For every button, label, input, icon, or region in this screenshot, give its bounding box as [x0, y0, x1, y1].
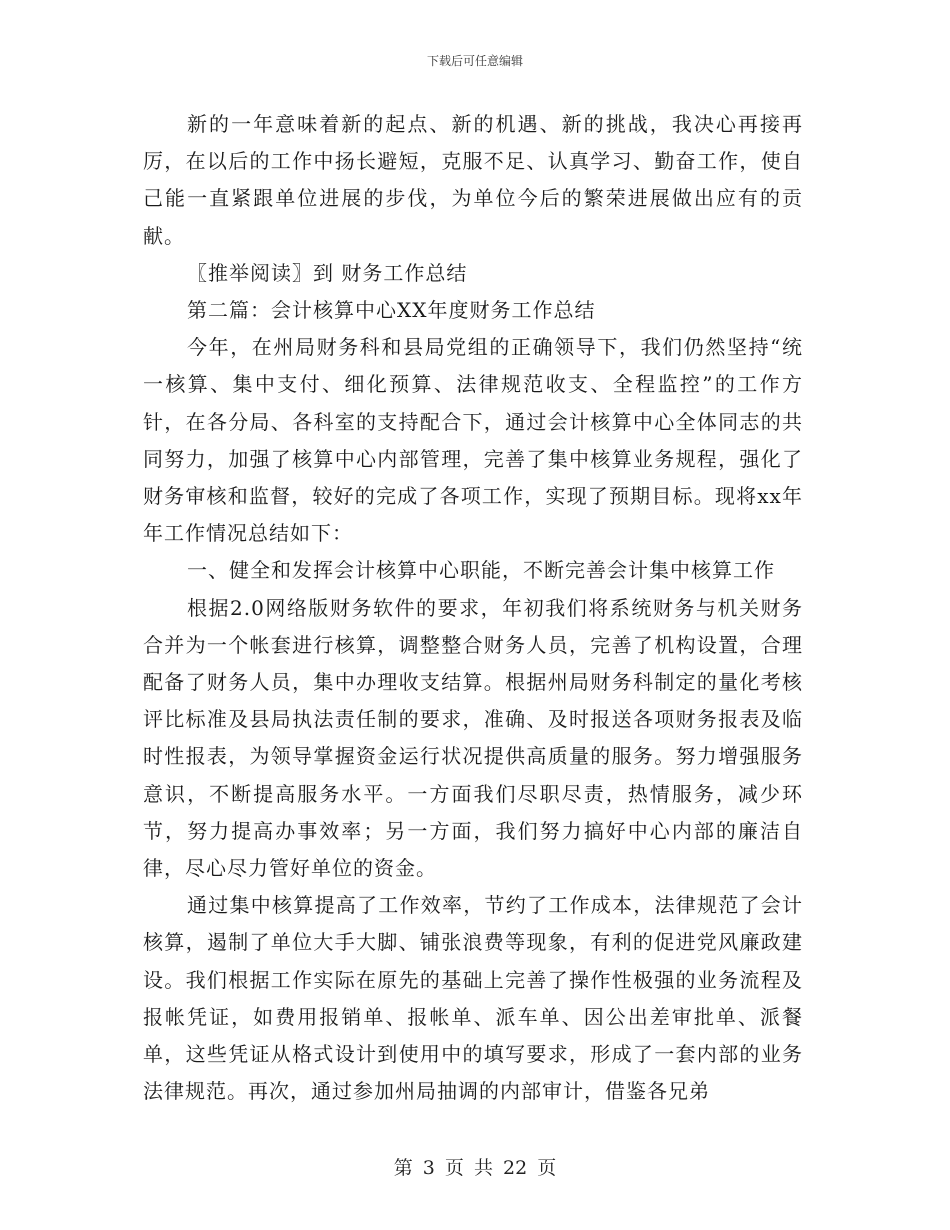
heading-item-one: 一、健全和发挥会计核算中心职能，不断完善会计集中核算工作: [187, 558, 775, 583]
paragraph-intro: 今年，在州局财务科和县局党组的正确领导下，我们仍然坚持“统一核算、集中支付、细化预算、法律规范收支、全程监控”的工作方针，在各分局、各科室的支持配合下，通过会计核算中心全体同志的共同努力，加强了核算中心内部管理，完善了集中核算业务规程，强化了财务审核和监督，较好的完成了各项工作，实现了预期目标。现将xx年年工作情况总结如下：: [143, 335, 803, 546]
document-body: [143, 106, 803, 1110]
recommended-reading-line: 〖推举阅读〗到 财务工作总结: [187, 260, 468, 285]
section-title: 第二篇：会计核算中心XX年度财务工作总结: [187, 298, 596, 323]
paragraph-closing: 新的一年意味着新的起点、新的机遇、新的挑战，我决心再接再厉，在以后的工作中扬长避短，克服不足、认真学习、勤奋工作，使自己能一直紧跟单位进展的步伐，为单位今后的繁荣进展做出应有的贡献。: [143, 112, 803, 248]
paragraph-efficiency: 通过集中核算提高了工作效率，节约了工作成本，法律规范了会计核算，遏制了单位大手大脚、铺张浪费等现象，有利的促进党风廉政建设。我们根据工作实际在原先的基础上完善了操作性极强的业务流程及报帐凭证，如费用报销单、报帐单、派车单、因公出差审批单、派餐单，这些凭证从格式设计到使用中的填写要求，形成了一套内部的业务法律规范。再次，通过参加州局抽调的内部审计，借鉴各兄弟: [143, 893, 803, 1104]
paragraph-software: 根据2.0网络版财务软件的要求，年初我们将系统财务与机关财务合并为一个帐套进行核算，调整整合财务人员，完善了机构设置，合理配备了财务人员，集中办理收支结算。根据州局财务科制定的量化考核评比标准及县局执法责任制的要求，准确、及时报送各项财务报表及临时性报表，为领导掌握资金运行状况提供高质量的服务。努力增强服务意识，不断提高服务水平。一方面我们尽职尽责，热情服务，减少环节，努力提高办事效率；另一方面，我们努力搞好中心内部的廉洁自律，尽心尽力管好单位的资金。: [143, 595, 803, 881]
page-number: 第 3 页 共 22 页: [393, 1157, 557, 1179]
page-header-note: 下载后可任意编辑: [426, 54, 523, 68]
